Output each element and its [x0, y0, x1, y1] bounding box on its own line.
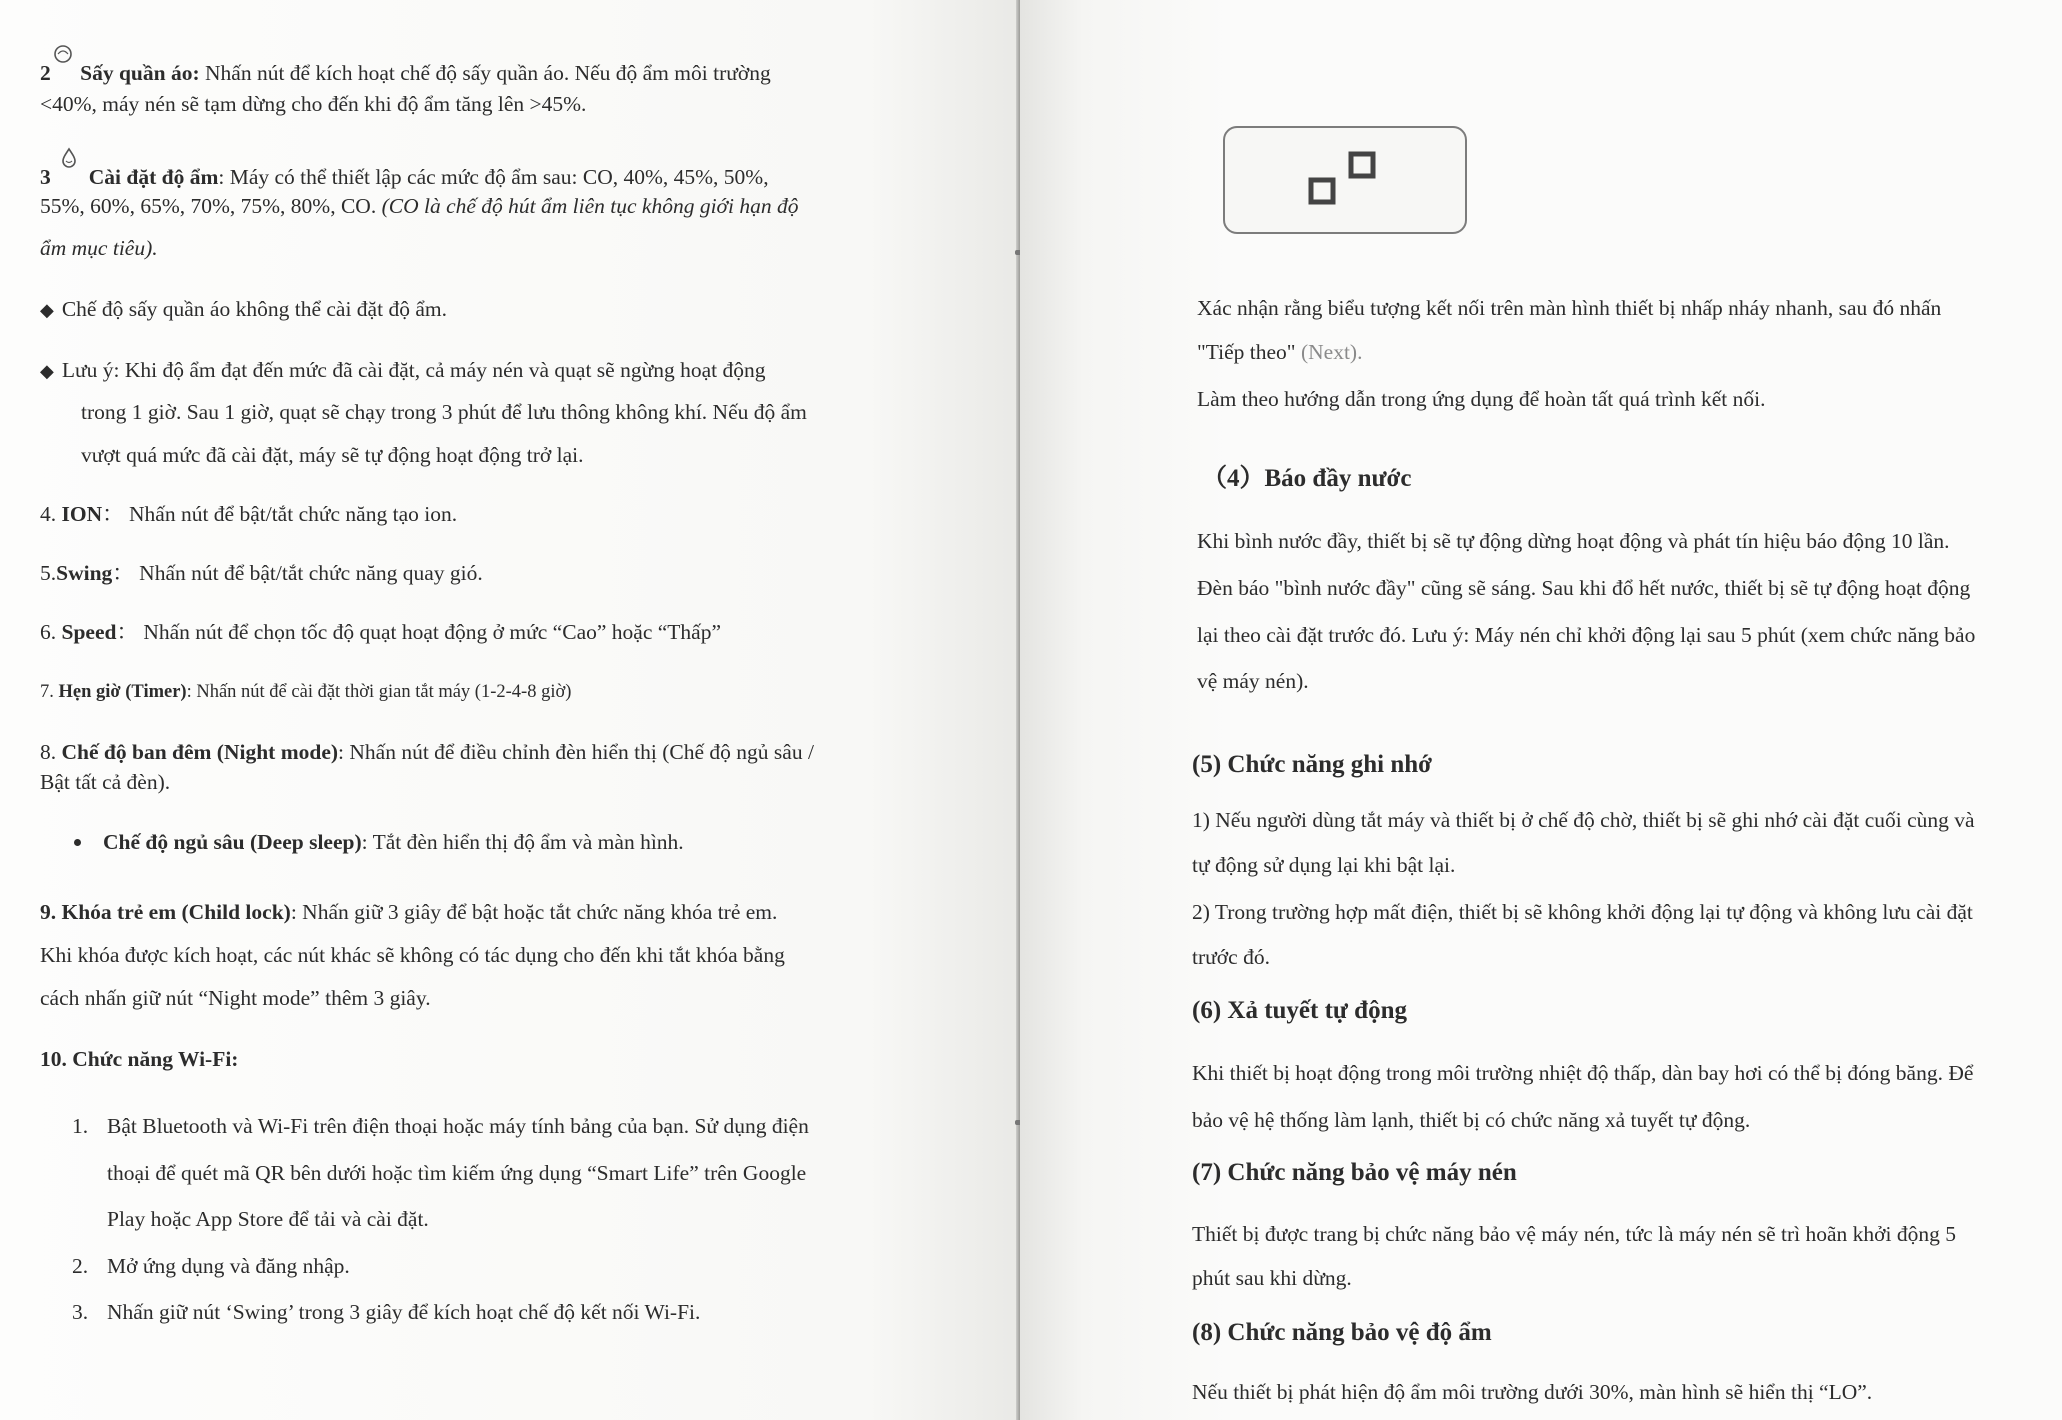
- deep-sleep-text: : Tắt đèn hiển thị độ ẩm và màn hình.: [361, 830, 684, 854]
- note-2-line-1: [40, 358, 766, 384]
- item-4-title: ION: [61, 502, 103, 526]
- confirm-line-3: Làm theo hướng dẫn trong ứng dụng để hoàn tất quá trình kết nối.: [1197, 387, 1766, 411]
- item-8-text-2: Bật tất cả đèn).: [40, 770, 171, 794]
- note-2-line-2: trong 1 giờ. Sau 1 giờ, quạt sẽ chạy trong 3 phút để lưu thông không khí. Nếu độ ẩm: [81, 400, 807, 424]
- wifi-step-1-line-3: Play hoặc App Store để tải và cài đặt.: [107, 1207, 429, 1231]
- item-7-title: Hẹn giờ (Timer): [58, 682, 187, 702]
- item-6: [40, 620, 721, 646]
- confirm-line-1: Xác nhận rằng biểu tượng kết nối trên màn hình thiết bị nhấp nháy nhanh, sau đó nhấn: [1197, 296, 1942, 320]
- bullet-dot-icon: [74, 839, 81, 846]
- item-2-line-1: [40, 48, 771, 87]
- note-1: [40, 297, 447, 323]
- confirm-line-2b: (Next).: [1300, 340, 1363, 364]
- item-3-title: Cài đặt độ ẩm: [88, 165, 219, 190]
- section-8-title: (8) Chức năng bảo vệ độ ẩm: [1192, 1319, 1492, 1346]
- item-3-line-2: [40, 194, 799, 220]
- section-8-line-1: Nếu thiết bị phát hiện độ ẩm môi trường dưới 30%, màn hình sẽ hiển thị “LO”.: [1192, 1380, 1873, 1404]
- confirm-line-2a: "Tiếp theo": [1197, 340, 1301, 364]
- item-9-text-2: Khi khóa được kích hoạt, các nút khác sẽ không có tác dụng cho đến khi tắt khóa bằng: [40, 943, 785, 967]
- note-2-text-1: Lưu ý: Khi độ ẩm đạt đến mức đã cài đặt, cả máy nén và quạt sẽ ngừng hoạt động: [61, 358, 766, 382]
- section-4-line-1: Khi bình nước đầy, thiết bị sẽ tự động dừng hoạt động và phát tín hiệu báo động 10 lần.: [1197, 529, 1950, 553]
- item-3-text-3: ẩm mục tiêu).: [40, 236, 158, 260]
- section-5-title: (5) Chức năng ghi nhớ: [1192, 751, 1433, 778]
- item-3-number: 3: [40, 165, 51, 190]
- section-4-line-2: Đèn báo "bình nước đầy" cũng sẽ sáng. Sau khi đổ hết nước, thiết bị sẽ tự động hoạt động: [1197, 576, 1971, 600]
- item-6-prefix: 6.: [40, 620, 62, 644]
- item-4-text: ： Nhấn nút để bật/tắt chức năng tạo ion.: [102, 502, 458, 526]
- deep-sleep-item: [74, 830, 684, 856]
- item-9-title: 9. Khóa trẻ em (Child lock): [40, 900, 291, 924]
- humidity-drop-icon: [57, 146, 81, 170]
- clothes-dryer-icon: [51, 42, 75, 66]
- note-2-line-3: vượt quá mức đã cài đặt, máy sẽ tự động hoạt động trở lại.: [81, 443, 584, 467]
- section-6-title: (6) Xả tuyết tự động: [1192, 997, 1407, 1024]
- item-6-title: Speed: [61, 620, 117, 644]
- wifi-step-3-number: 3.: [72, 1300, 89, 1324]
- item-2-title: Sấy quần áo:: [80, 61, 200, 86]
- wifi-step-1-line-1: Bật Bluetooth và Wi-Fi trên điện thoại hoặc máy tính bảng của bạn. Sử dụng điện: [107, 1114, 809, 1138]
- diamond-bullet-icon: ◆: [40, 361, 54, 381]
- section-5-line-1: 1) Nếu người dùng tắt máy và thiết bị ở chế độ chờ, thiết bị sẽ ghi nhớ cài đặt cuối cùng và: [1192, 808, 1975, 832]
- deep-sleep-title: Chế độ ngủ sâu (Deep sleep): [103, 830, 362, 854]
- item-3-text-2a: 55%, 60%, 65%, 70%, 75%, 80%, CO.: [40, 194, 382, 218]
- item-8-title: Chế độ ban đêm (Night mode): [61, 740, 339, 764]
- wifi-segment-display-icon: [1223, 126, 1467, 234]
- section-5-line-3: 2) Trong trường hợp mất điện, thiết bị sẽ không khởi động lại tự động và không lưu cài đặt: [1192, 900, 1973, 924]
- wifi-step-2-line-1: Mở ứng dụng và đăng nhập.: [107, 1254, 350, 1278]
- item-7-text: : Nhấn nút để cài đặt thời gian tắt máy (1-2-4-8 giờ): [186, 682, 572, 702]
- section-5-line-2: tự động sử dụng lại khi bật lại.: [1192, 853, 1456, 877]
- section-5-line-4: trước đó.: [1192, 945, 1270, 969]
- item-5-prefix: 5.: [40, 561, 57, 585]
- note-1-text: Chế độ sấy quần áo không thể cài đặt độ ẩm.: [61, 297, 447, 321]
- item-8-text-1: : Nhấn nút để điều chỉnh đèn hiển thị (Chế độ ngủ sâu /: [338, 740, 814, 764]
- wifi-step-2-number: 2.: [72, 1254, 89, 1278]
- wifi-step-1-line-2: thoại để quét mã QR bên dưới hoặc tìm kiếm ứng dụng “Smart Life” trên Google: [107, 1161, 807, 1185]
- section-6-line-2: bảo vệ hệ thống làm lạnh, thiết bị có chức năng xả tuyết tự động.: [1192, 1108, 1751, 1132]
- item-5-text: ： Nhấn nút để bật/tắt chức năng quay gió.: [112, 561, 483, 585]
- section-7-line-2: phút sau khi dừng.: [1192, 1266, 1352, 1290]
- item-8-line-1: [40, 740, 814, 766]
- section-7-line-1: Thiết bị được trang bị chức năng bảo vệ máy nén, tức là máy nén sẽ trì hoãn khởi động 5: [1192, 1222, 1957, 1246]
- wifi-step-3-line-1: Nhấn giữ nút ‘Swing’ trong 3 giây để kích hoạt chế độ kết nối Wi-Fi.: [107, 1300, 701, 1324]
- item-9-line-1: [40, 900, 777, 926]
- item-9-text-3: cách nhấn giữ nút “Night mode” thêm 3 giây.: [40, 986, 431, 1010]
- section-6-line-1: Khi thiết bị hoạt động trong môi trường nhiệt độ thấp, dàn bay hơi có thể bị đóng băng. Để: [1192, 1061, 1974, 1085]
- item-2-text-2: <40%, máy nén sẽ tạm dừng cho đến khi độ ẩm tăng lên >45%.: [40, 92, 587, 116]
- wifi-step-1-number: 1.: [72, 1114, 89, 1138]
- item-9-text-1: : Nhấn giữ 3 giây để bật hoặc tắt chức năng khóa trẻ em.: [290, 900, 778, 924]
- item-7: [40, 681, 571, 703]
- item-8-prefix: 8.: [40, 740, 62, 764]
- diamond-bullet-icon: ◆: [40, 300, 54, 320]
- item-3-text-1: : Máy có thể thiết lập các mức độ ẩm sau: CO, 40%, 45%, 50%,: [218, 165, 769, 190]
- item-2-number: 2: [40, 61, 51, 86]
- section-4-title: （4）Báo đầy nước: [1202, 465, 1412, 492]
- item-4-prefix: 4.: [40, 502, 62, 526]
- section-7-title: (7) Chức năng bảo vệ máy nén: [1192, 1159, 1517, 1186]
- item-3-line-1: [40, 152, 769, 191]
- section-4-line-4: vệ máy nén).: [1197, 669, 1309, 693]
- item-7-prefix: 7.: [40, 682, 59, 702]
- right-page: [1020, 0, 2062, 1420]
- item-3-text-2b: (CO là chế độ hút ẩm liên tục không giới hạn độ: [381, 194, 799, 218]
- item-5-title: Swing: [56, 561, 113, 585]
- item-6-text: ： Nhấn nút để chọn tốc độ quạt hoạt động ở mức “Cao” hoặc “Thấp”: [116, 620, 721, 644]
- item-2-text-1: Nhấn nút để kích hoạt chế độ sấy quần áo. Nếu độ ẩm môi trường: [199, 61, 771, 86]
- item-10-title: 10. Chức năng Wi-Fi:: [40, 1047, 239, 1071]
- left-page: [0, 0, 1020, 1420]
- section-4-line-3: lại theo cài đặt trước đó. Lưu ý: Máy nén chỉ khởi động lại sau 5 phút (xem chức năng bảo: [1197, 623, 1976, 647]
- item-5: [40, 561, 483, 587]
- item-4: [40, 502, 457, 528]
- confirm-line-2: [1197, 340, 1362, 366]
